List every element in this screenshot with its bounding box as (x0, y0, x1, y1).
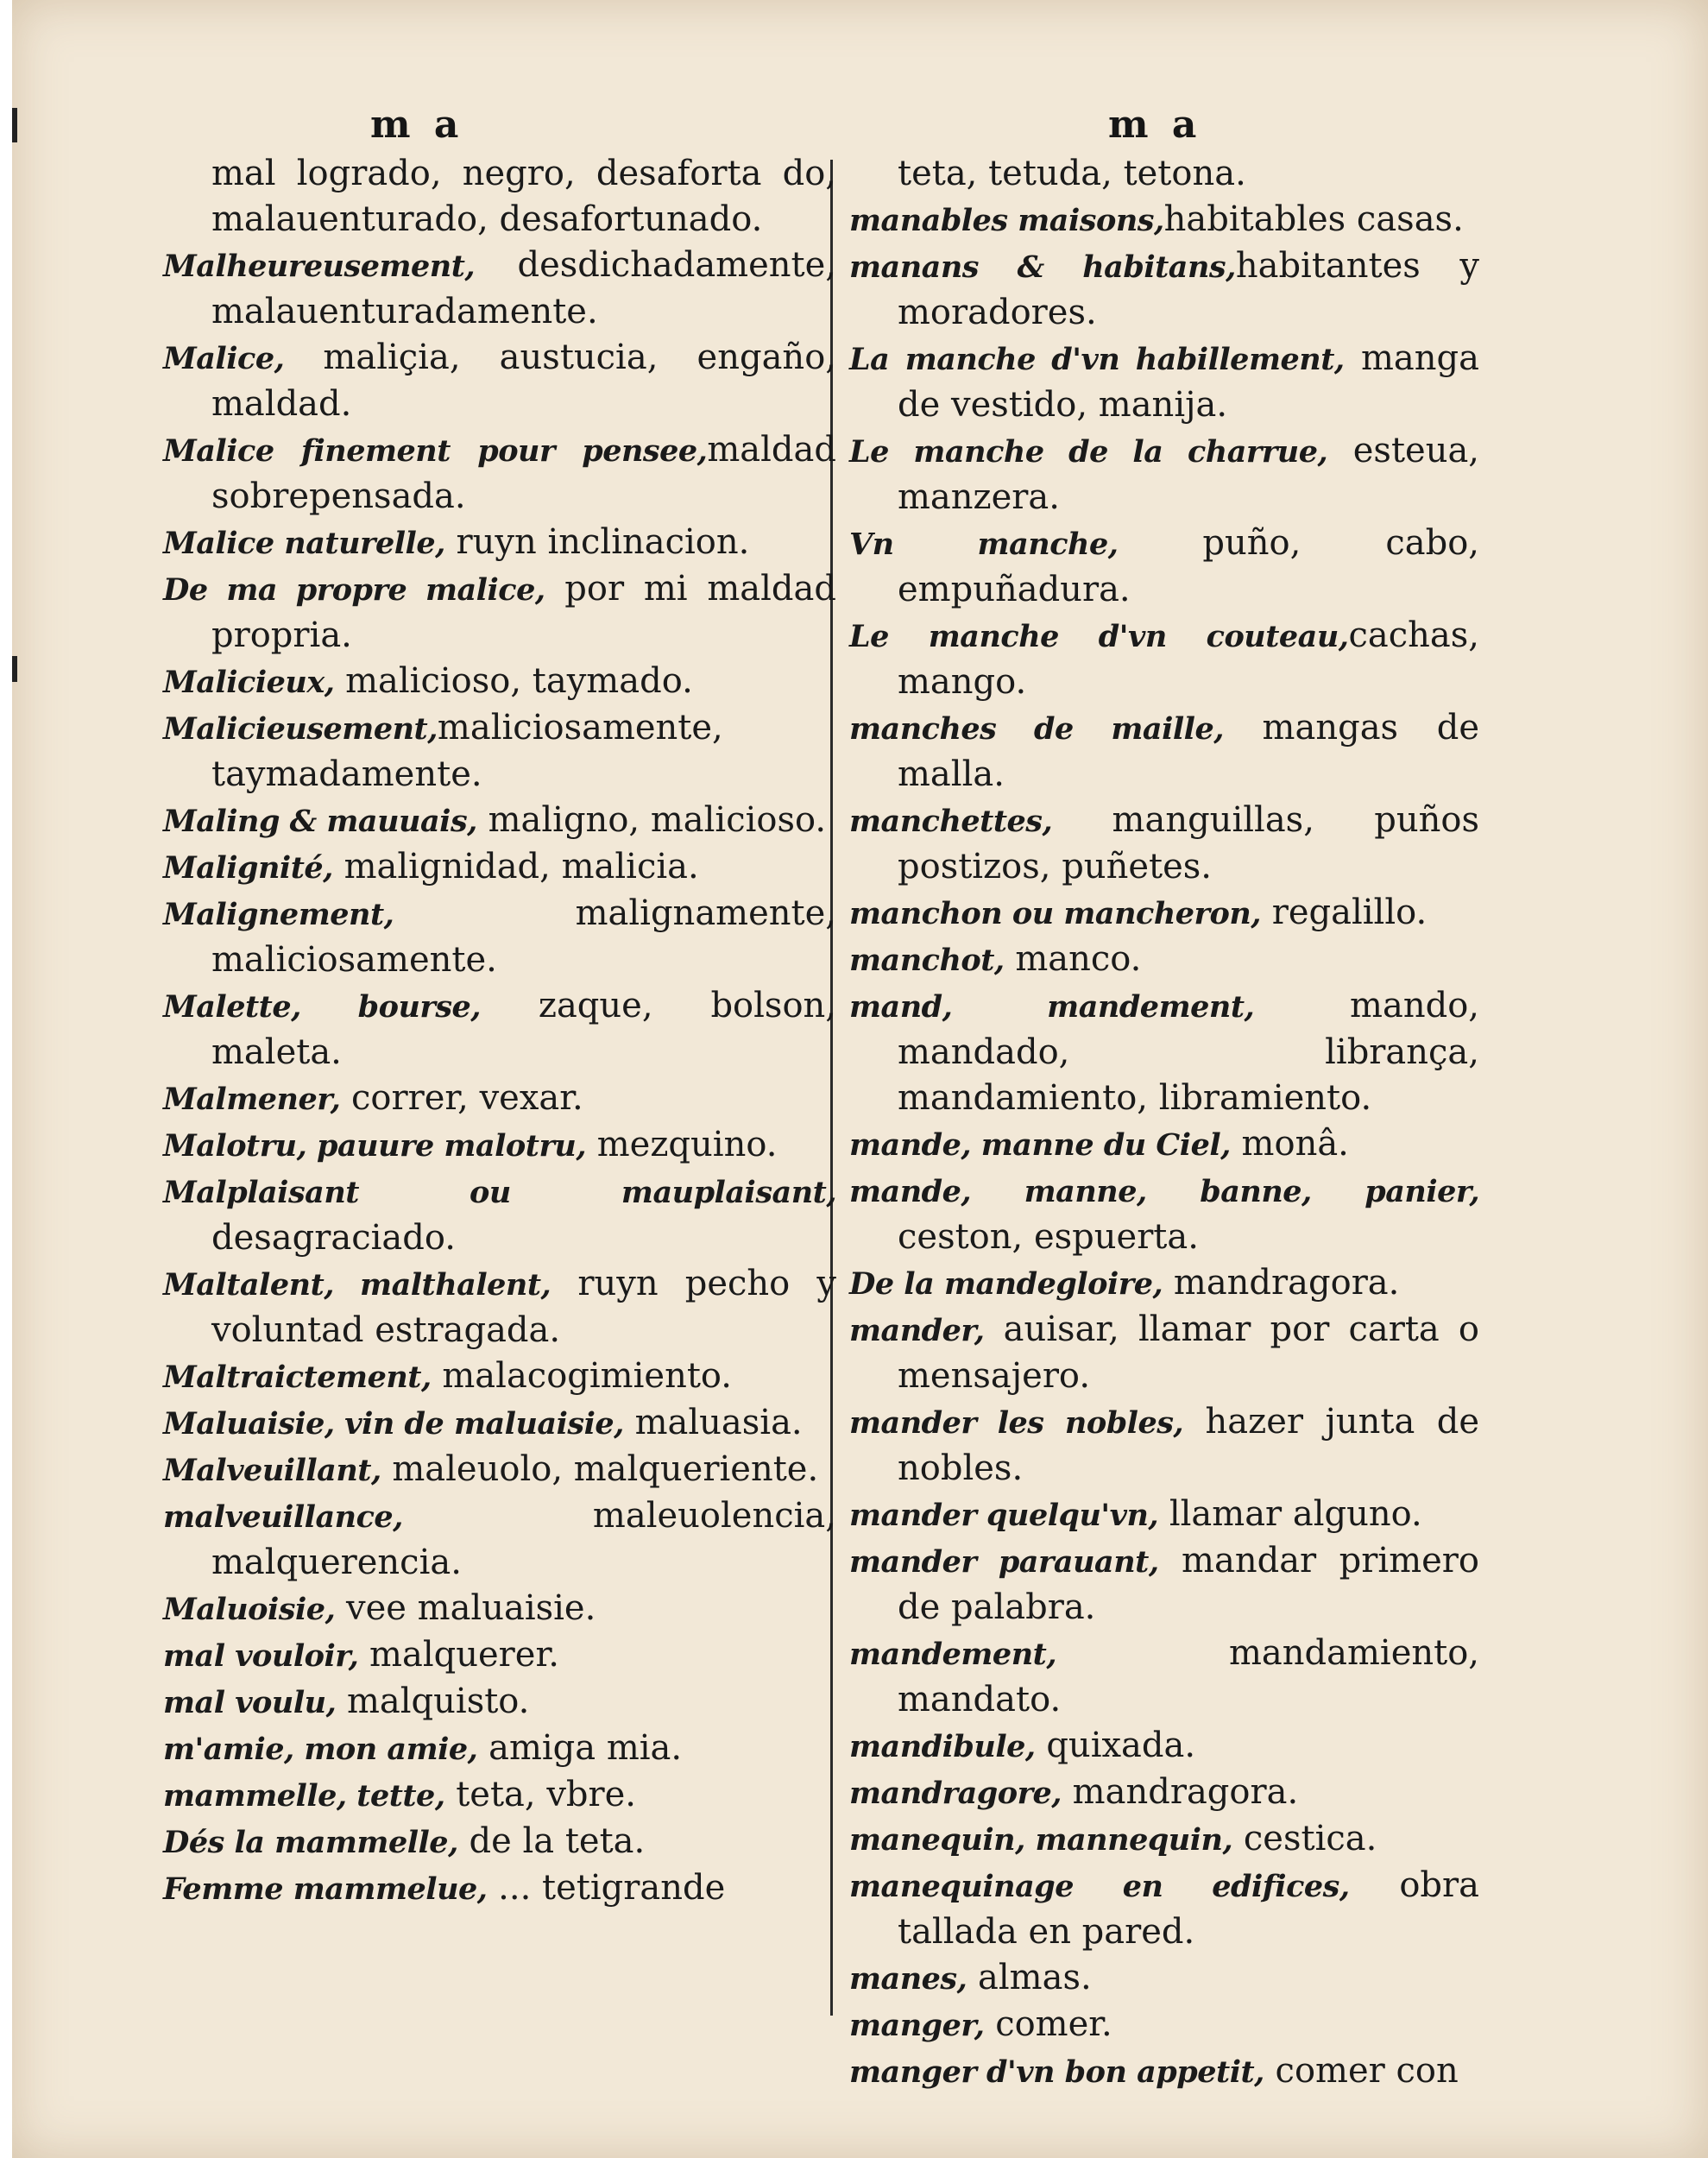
dictionary-entry (163, 520, 836, 566)
entry-definition: mandragora. (1163, 1263, 1400, 1303)
entry-headword: mandibule, (849, 1729, 1036, 1764)
entry-definition: regalillo. (1260, 893, 1428, 932)
entry-headword: De ma propre malice, (163, 572, 545, 608)
dictionary-entry (849, 983, 1479, 1121)
dictionary-entry (163, 1169, 836, 1261)
dictionary-entry (849, 2048, 1479, 2095)
entry-headword: Le manche d'vn couteau, (849, 619, 1349, 654)
entry-headword: mander, (849, 1313, 985, 1348)
dictionary-entry (163, 1586, 836, 1632)
dictionary-entry (849, 1538, 1479, 1631)
entry-headword: mander parauant, (849, 1544, 1159, 1580)
entry-headword: mal voulu, (163, 1685, 337, 1720)
entry-definition: obra tallada en pared. (898, 1865, 1480, 1952)
dictionary-entry (849, 243, 1479, 336)
entry-headword: mander quelqu'vn, (849, 1498, 1159, 1533)
entry-definition: ceston, espuerta. (898, 1217, 1199, 1257)
entry-headword: Malicieusement, (163, 711, 438, 747)
entry-headword: mande, manne du Ciel, (849, 1127, 1231, 1163)
entry-definition: malacogimiento. (431, 1356, 732, 1396)
entry-headword: Malotru, pauure malotru, (163, 1128, 587, 1164)
entry-headword: manchon ou mancheron, (849, 896, 1261, 931)
dictionary-entry (849, 521, 1479, 613)
entry-headword: Malice finement pour pensee, (163, 433, 708, 469)
dictionary-entry (163, 243, 836, 335)
entry-headword: manger d'vn bon appetit, (849, 2054, 1264, 2090)
dictionary-entry (163, 1447, 836, 1493)
entry-headword: manans & habitans, (849, 249, 1236, 285)
entry-definition: monâ. (1230, 1124, 1349, 1164)
entry-definition: desagraciado. (211, 1218, 456, 1258)
dictionary-entry (849, 1955, 1479, 2002)
entry-headword: mande, manne, banne, panier, (849, 1174, 1479, 1209)
right-column-header: m a (1108, 103, 1202, 147)
entry-definition: maligno, malicioso. (476, 800, 827, 840)
dictionary-entry (163, 798, 836, 844)
right-column (849, 99, 1479, 2095)
entry-headword: mammelle, tette, (163, 1778, 445, 1814)
entry-definition: malquisto. (336, 1682, 530, 1721)
dictionary-entry (163, 983, 836, 1076)
entry-definition: cestica. (1232, 1819, 1377, 1858)
entry-headword: manchettes, (849, 804, 1053, 839)
left-column-header: m a (370, 103, 464, 147)
entry-headword: Maluaisie, vin de maluaisie, (163, 1406, 624, 1442)
entry-definition: mando, mandado, librança, mandamiento, libramiento. (898, 986, 1479, 1118)
entry-headword: Vn manche, (849, 527, 1119, 562)
entry-headword: Malice, (163, 341, 285, 376)
entry-headword: Malice naturelle, (163, 526, 445, 561)
entry-definition: por mi maldad propria. (211, 569, 836, 655)
entry-definition: maleuolencia, malquerencia. (211, 1496, 836, 1582)
entry-headword: La manche d'vn habillement, (849, 342, 1345, 377)
dictionary-entry (163, 844, 836, 891)
book-page (12, 0, 1708, 2158)
page-edge-mark (12, 108, 17, 142)
dictionary-entry (163, 705, 836, 798)
entry-headword: Femme mammelue, (163, 1871, 488, 1907)
dictionary-entry (849, 1399, 1479, 1492)
entry-headword: manchot, (849, 943, 1005, 978)
entry-headword: manches de maille, (849, 711, 1224, 747)
entry-headword: manes, (849, 1961, 967, 1997)
entry-headword: mander les nobles, (849, 1405, 1184, 1441)
entry-definition: ruyn inclinacion. (444, 522, 750, 562)
dictionary-entry (849, 1723, 1479, 1770)
entry-definition: mandragora. (1061, 1772, 1299, 1812)
entry-definition: ... tetigrande (487, 1868, 726, 1908)
entry-definition: manguillas, puños postizos, puñetes. (898, 800, 1479, 887)
entry-definition: amiga mia. (477, 1728, 683, 1768)
entry-definition: malicioso, taymado. (334, 661, 693, 701)
dictionary-entry (849, 1492, 1479, 1538)
dictionary-entry (849, 890, 1479, 937)
entry-headword: m'amie, mon amie, (163, 1732, 478, 1767)
entry-definition: hazer junta de nobles. (898, 1402, 1479, 1488)
entry-definition: quixada. (1035, 1726, 1196, 1765)
entry-headword: manables maisons, (849, 203, 1164, 238)
dictionary-entry (849, 1307, 1479, 1399)
entry-definition: cachas, mango. (898, 615, 1479, 702)
dictionary-entry (849, 937, 1479, 983)
dictionary-entry (163, 427, 836, 520)
dictionary-entry (849, 1260, 1479, 1307)
entry-definition: almas. (967, 1958, 1092, 1997)
entry-headword: mandragore, (849, 1776, 1062, 1811)
entry-definition: manga de vestido, manija. (898, 338, 1479, 425)
entry-definition: ruyn pecho y voluntad estragada. (211, 1264, 836, 1350)
entry-definition: vee maluaisie. (335, 1588, 596, 1628)
entry-headword: malveuillance, (163, 1499, 403, 1535)
dictionary-entry (163, 1632, 836, 1679)
dictionary-entry (163, 1679, 836, 1726)
entry-definition: maluasia. (623, 1403, 803, 1442)
right-entries (849, 151, 1479, 2095)
entry-definition: maliçia, austucia, engaño, maldad. (211, 338, 836, 424)
dictionary-entry (849, 798, 1479, 890)
dictionary-entry (163, 1400, 836, 1447)
entry-definition: manco. (1004, 939, 1142, 979)
entry-definition: teta, tetuda, tetona. (898, 154, 1246, 193)
dictionary-entry (849, 613, 1479, 705)
entry-definition: habitantes y moradores. (898, 246, 1479, 332)
dictionary-entry (163, 659, 836, 705)
dictionary-entry (849, 428, 1479, 521)
entry-definition: correr, vexar. (340, 1078, 583, 1118)
dictionary-entry (849, 1770, 1479, 1816)
entry-headword: Le manche de la charrue, (849, 434, 1328, 470)
dictionary-entry (163, 1726, 836, 1772)
dictionary-entry (849, 197, 1479, 243)
entry-definition: maliciosamente, taymadamente. (211, 708, 723, 794)
dictionary-entry (163, 1353, 836, 1400)
entry-headword: Malheureusement, (163, 249, 476, 284)
entry-headword: Malette, bourse, (163, 989, 481, 1025)
dictionary-entry (849, 1631, 1479, 1723)
entry-headword: Maluoisie, (163, 1592, 336, 1627)
dictionary-entry (849, 2002, 1479, 2048)
entry-headword: Malmener, (163, 1082, 341, 1117)
entry-definition: llamar alguno. (1158, 1494, 1422, 1534)
entry-headword: manger, (849, 2008, 985, 2043)
entry-headword: Malignité, (163, 850, 333, 886)
entry-definition: auisar, llamar por carta o mensajero. (898, 1309, 1479, 1396)
dictionary-entry (849, 1121, 1479, 1168)
entry-definition: de la teta. (457, 1821, 646, 1861)
entry-definition: maleuolo, malqueriente. (381, 1449, 819, 1489)
entry-headword: mand, mandement, (849, 989, 1255, 1025)
dictionary-entry (163, 335, 836, 427)
entry-definition: mandar primero de palabra. (898, 1541, 1480, 1627)
entry-headword: Maling & mauuais, (163, 804, 477, 839)
entry-definition: maldad sobrepensada. (211, 430, 836, 516)
entry-definition: comer. (984, 2004, 1112, 2044)
entry-headword: mandement, (849, 1637, 1056, 1672)
entry-headword: Maltalent, malthalent, (163, 1267, 551, 1303)
entry-definition: zaque, bolson, maleta. (211, 986, 837, 1072)
left-entries (163, 151, 836, 1912)
dictionary-entry (849, 1168, 1479, 1260)
page-edge-mark (12, 656, 17, 682)
dictionary-entry (163, 1493, 836, 1586)
dictionary-entry (163, 1819, 836, 1865)
entry-headword: manequin, mannequin, (849, 1822, 1233, 1858)
dictionary-entry (849, 1816, 1479, 1863)
dictionary-entry (849, 1863, 1479, 1955)
entry-headword: manequinage en edifices, (849, 1869, 1350, 1904)
entry-definition: malquerer. (358, 1635, 559, 1675)
entry-headword: mal vouloir, (163, 1638, 359, 1674)
entry-definition: comer con (1264, 2051, 1459, 2091)
left-column (163, 99, 836, 1912)
dictionary-entry (163, 1076, 836, 1122)
dictionary-entry (163, 1122, 836, 1169)
entry-headword: Malplaisant ou mauplaisant, (163, 1175, 836, 1210)
entry-definition: malignamente, maliciosamente. (211, 893, 836, 980)
entry-definition: esteua, manzera. (898, 431, 1480, 517)
dictionary-entry (163, 891, 836, 983)
entry-headword: Maltraictement, (163, 1360, 432, 1395)
entry-definition: mal logrado, negro, desaforta do, malauenturado, desafortunado. (211, 154, 836, 239)
entry-definition: habitables casas. (1163, 199, 1464, 239)
dictionary-entry (163, 1772, 836, 1819)
entry-definition: teta, vbre. (444, 1775, 637, 1814)
entry-definition: mandamiento, mandato. (898, 1633, 1479, 1719)
dictionary-entry (163, 1261, 836, 1353)
dictionary-entry (163, 566, 836, 659)
entry-headword: Malicieux, (163, 665, 335, 700)
entry-definition: malignidad, malicia. (332, 847, 699, 887)
entry-definition: mangas de malla. (898, 708, 1479, 794)
dictionary-entry (163, 151, 836, 243)
dictionary-entry (163, 1865, 836, 1912)
entry-definition: puño, cabo, empuñadura. (898, 523, 1479, 609)
entry-headword: Dés la mammelle, (163, 1825, 458, 1860)
entry-definition: desdichadamente, malauenturadamente. (211, 245, 836, 331)
dictionary-entry (849, 336, 1479, 428)
entry-headword: De la mandegloire, (849, 1266, 1163, 1302)
entry-headword: Malignement, (163, 897, 394, 932)
entry-definition: mezquino. (586, 1125, 778, 1164)
dictionary-entry (849, 705, 1479, 798)
entry-headword: Malveuillant, (163, 1453, 381, 1488)
dictionary-entry (849, 151, 1479, 197)
